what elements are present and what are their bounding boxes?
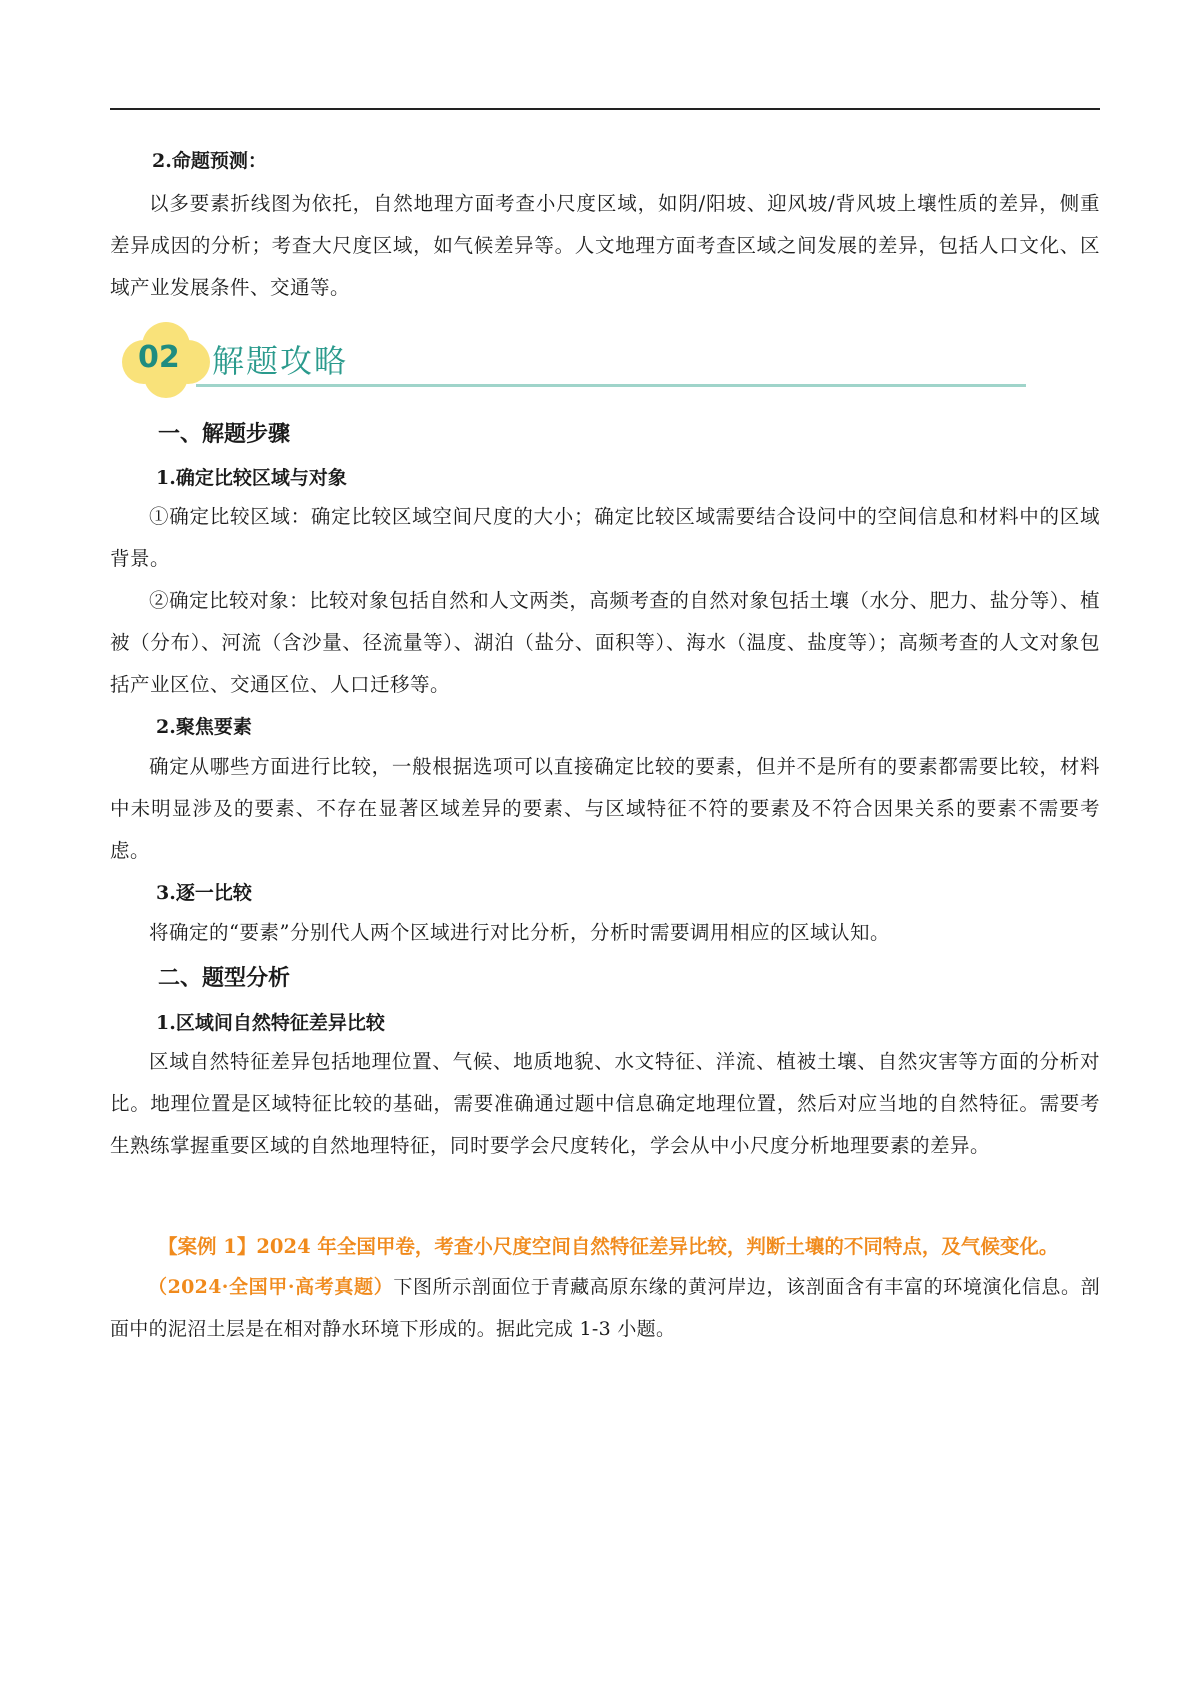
steps-heading: 一、解题步骤 [158, 421, 291, 447]
types-heading: 二、题型分析 [158, 965, 291, 991]
case-label: 【案例 1】 [158, 1235, 257, 1258]
step2-para: 确定从哪些方面进行比较，一般根据选项可以直接确定比较的要素，但并不是所有的要素都需要比较，材料中未明显涉及的要素、不存在显著区域差异的要素、与区域特征不符的要素及不符合因果关系的要素不需要考虑。 [110, 755, 1100, 862]
step1-title: 1.确定比较区域与对象 [156, 467, 347, 489]
question-source: （2024·全国甲·高考真题） [148, 1276, 394, 1298]
question-text: 下图所示剖面位于青藏高原东缘的黄河岸边，该剖面含有丰富的环境演化信息。剖面中的泥沼土层是在相对静水环境下形成的。据此完成 1-3 小题。 [110, 1276, 1100, 1340]
step1-para-1: ①确定比较区域：确定比较区域空间尺度的大小；确定比较区域需要结合设问中的空间信息和材料中的区域背景。 [110, 505, 1100, 570]
header-rule [110, 108, 1100, 110]
section-title: 解题攻略 [212, 342, 349, 380]
case-line [158, 1226, 1058, 1268]
case-text: 2024 年全国甲卷，考查小尺度空间自然特征差异比较，判断土壤的不同特点，及气候变化。 [256, 1235, 1059, 1258]
step3-title: 3.逐一比较 [156, 882, 252, 904]
step3-para: 将确定的“要素”分别代人两个区域进行对比分析，分析时需要调用相应的区域认知。 [149, 921, 890, 944]
step1-para-2: ②确定比较对象：比较对象包括自然和人文两类，高频考查的自然对象包括土壤（水分、肥力、盐分等）、植被（分布）、河流（含沙量、径流量等）、湖泊（盐分、面积等）、海水（温度、盐度等）；高频考查的人文对象包括产业区位、交通区位、人口迁移等。 [110, 589, 1100, 696]
prediction-text: 以多要素折线图为依托，自然地理方面考查小尺度区域，如阴/阳坡、迎风坡/背风坡上壤性质的差异，侧重差异成因的分析；考查大尺度区域，如气候差异等。人文地理方面考查区域之间发展的差异，包括人口文化、区域产业发展条件、交通等。 [110, 192, 1100, 299]
step2-title: 2.聚焦要素 [156, 716, 252, 738]
type1-para: 区域自然特征差异包括地理位置、气候、地质地貌、水文特征、洋流、植被土壤、自然灾害等方面的分析对比。地理位置是区域特征比较的基础，需要准确通过题中信息确定地理位置，然后对应当地的自然特征。需要考生熟练掌握重要区域的自然地理特征，同时要学会尺度转化，学会从中小尺度分析地理要素的差异。 [110, 1050, 1100, 1157]
question-stem [110, 1266, 1100, 1350]
section-number: 02 [138, 340, 180, 375]
section-underline [196, 384, 1026, 387]
prediction-heading: 2.命题预测： [152, 150, 267, 172]
type1-title: 1.区域间自然特征差异比较 [156, 1012, 385, 1034]
